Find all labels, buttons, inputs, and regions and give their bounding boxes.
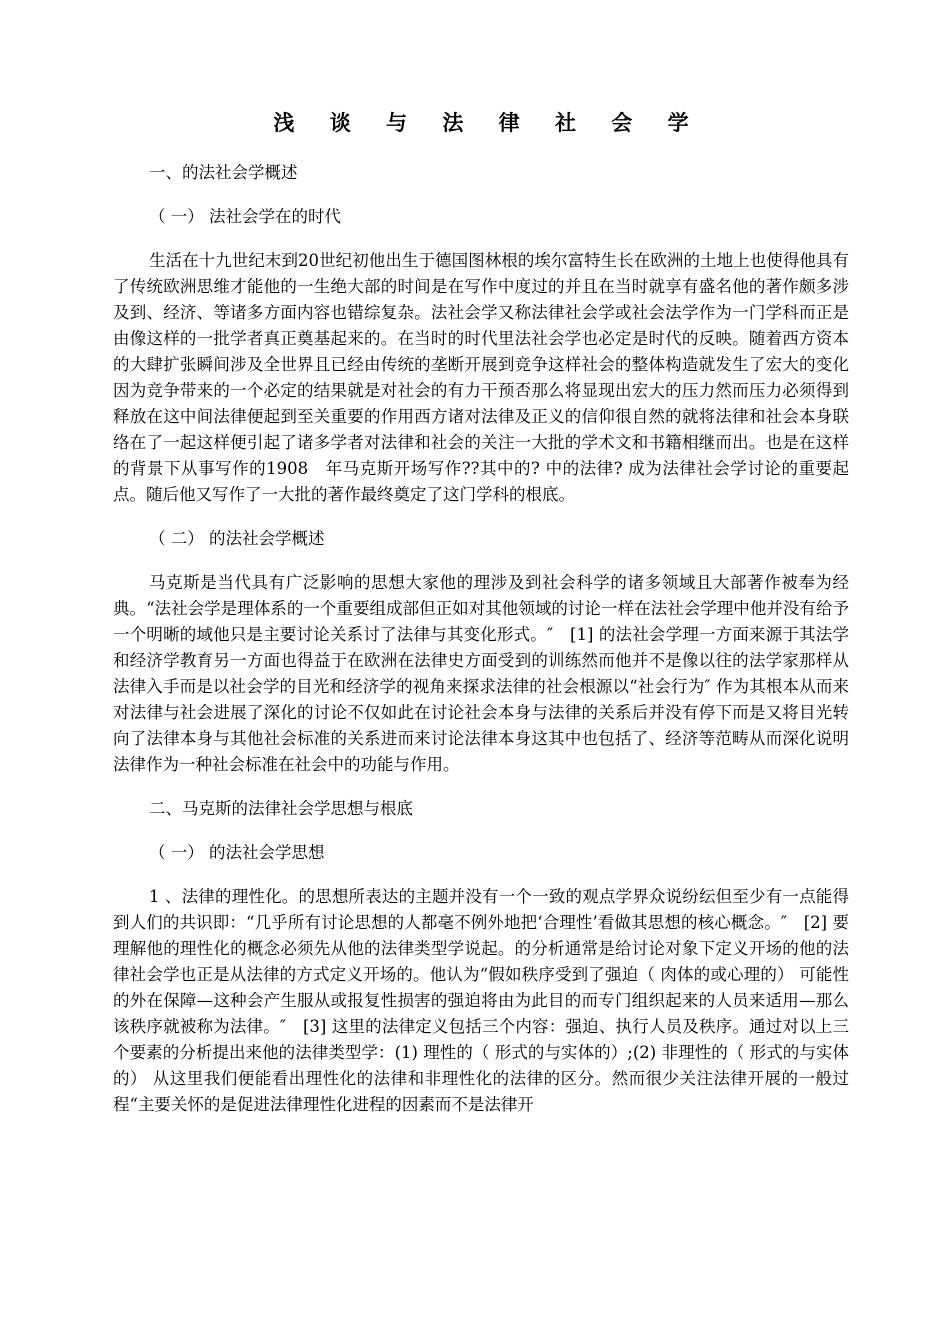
subsection-heading-1-1: （ 一） 法社会学在的时代 xyxy=(149,207,341,226)
subsection-heading-1-2: （ 二） 的法社会学概述 xyxy=(149,529,325,548)
document-page xyxy=(113,108,849,1136)
paragraph-3: 1 、法律的理性化。的思想所表达的主题并没有一个一致的观点学界众说纷纭但至少有一点能得到人们的共识即：“几乎所有讨论思想的人都毫不例外地把‘合理性’看做其思想的核心概念。″ [2] 要理解他的理性化的概念必须先从他的法律类型学说起。的分析通常是给讨论对象下定义开场的他的法律社会学也正是从法律的方式定义开场的。他认为“假如秩序受到了强迫（ 肉体的或心理的） 可能性的外在保障—这种会产生服从或报复性损害的强迫将由为此目的而专门组织起来的人员来适用—那么该秩序就被称为法律。″ [3] 这里的法律定义包括三个内容：强迫、执行人员及秩序。通过对以上三个要素的分析提出来他的法律类型学：(1) 理性的（ 形式的与实体的）;(2) 非理性的（ 形式的与实体的） 从这里我们便能看出理性化的法律和非理性化的法律的区分。然而很少关注法律开展的一般过程“主要关怀的是促进法律理性化进程的因素而不是法律开 xyxy=(113,887,849,1114)
document-title: 浅 谈 与 法 律 社 会 学 xyxy=(273,111,703,135)
section-heading-2: 二、马克斯的法律社会学思想与根底 xyxy=(149,799,413,818)
subsection-heading-2-1: （ 一） 的法社会学思想 xyxy=(149,843,325,862)
paragraph-2: 马克斯是当代具有广泛影响的思想大家他的理涉及到社会科学的诸多领域且大部著作被奉为经典。“法社会学是理体系的一个重要组成部但正如对其他领域的讨论一样在法社会学理中他并没有给予一个明晰的域他只是主要讨论关系讨了法律与其变化形式。″ [1] 的法社会学理一方面来源于其法学和经济学教育另一方面也得益于在欧洲在法律史方面受到的训练然而他并不是像以往的法学家那样从法律入手而是以社会学的目光和经济学的视角来探求法律的社会根源以“社会行为″ 作为其根本从而来对法律与社会进展了深化的讨论不仅如此在讨论社会本身与法律的关系后并没有停下而是又将目光转向了法律本身与其他社会标准的关系进而来讨论法律本身这其中也包括了、经济等范畴从而深化说明法律作为一种社会标准在社会中的功能与作用。 xyxy=(113,573,849,774)
paragraph-1: 生活在十九世纪末到20世纪初他出生于德国图林根的埃尔富特生长在欧洲的土地上也使得他具有了传统欧洲思维才能他的一生绝大部的时间是在写作中度过的并且在当时就享有盛名他的著作颇多涉及到、经济、等诸多方面内容也错综复杂。法社会学又称法律社会学或社会法学作为一门学科而正是由像这样的一批学者真正奠基起来的。在当时的时代里法社会学也必定是时代的反映。随着西方资本的大肆扩张瞬间涉及全世界且已经由传统的垄断开展到竞争这样社会的整体构造就发生了宏大的变化因为竞争带来的一个必定的结果就是对社会的有力干预否那么将显现出宏大的压力然而压力必须得到释放在这中间法律便起到至关重要的作用西方诸对法律及正义的信仰很自然的就将法律和社会本身联络在了一起这样便引起了诸多学者对法律和社会的关注一大批的学术文和书籍相继而出。也是在这样的背景下从事写作的1908 年马克斯开场写作??其中的? 中的法律? 成为法律社会学讨论的重要起点。随后他又写作了一大批的著作最终奠定了这门学科的根底。 xyxy=(113,251,849,504)
section-heading-1: 一、的法社会学概述 xyxy=(149,163,298,182)
